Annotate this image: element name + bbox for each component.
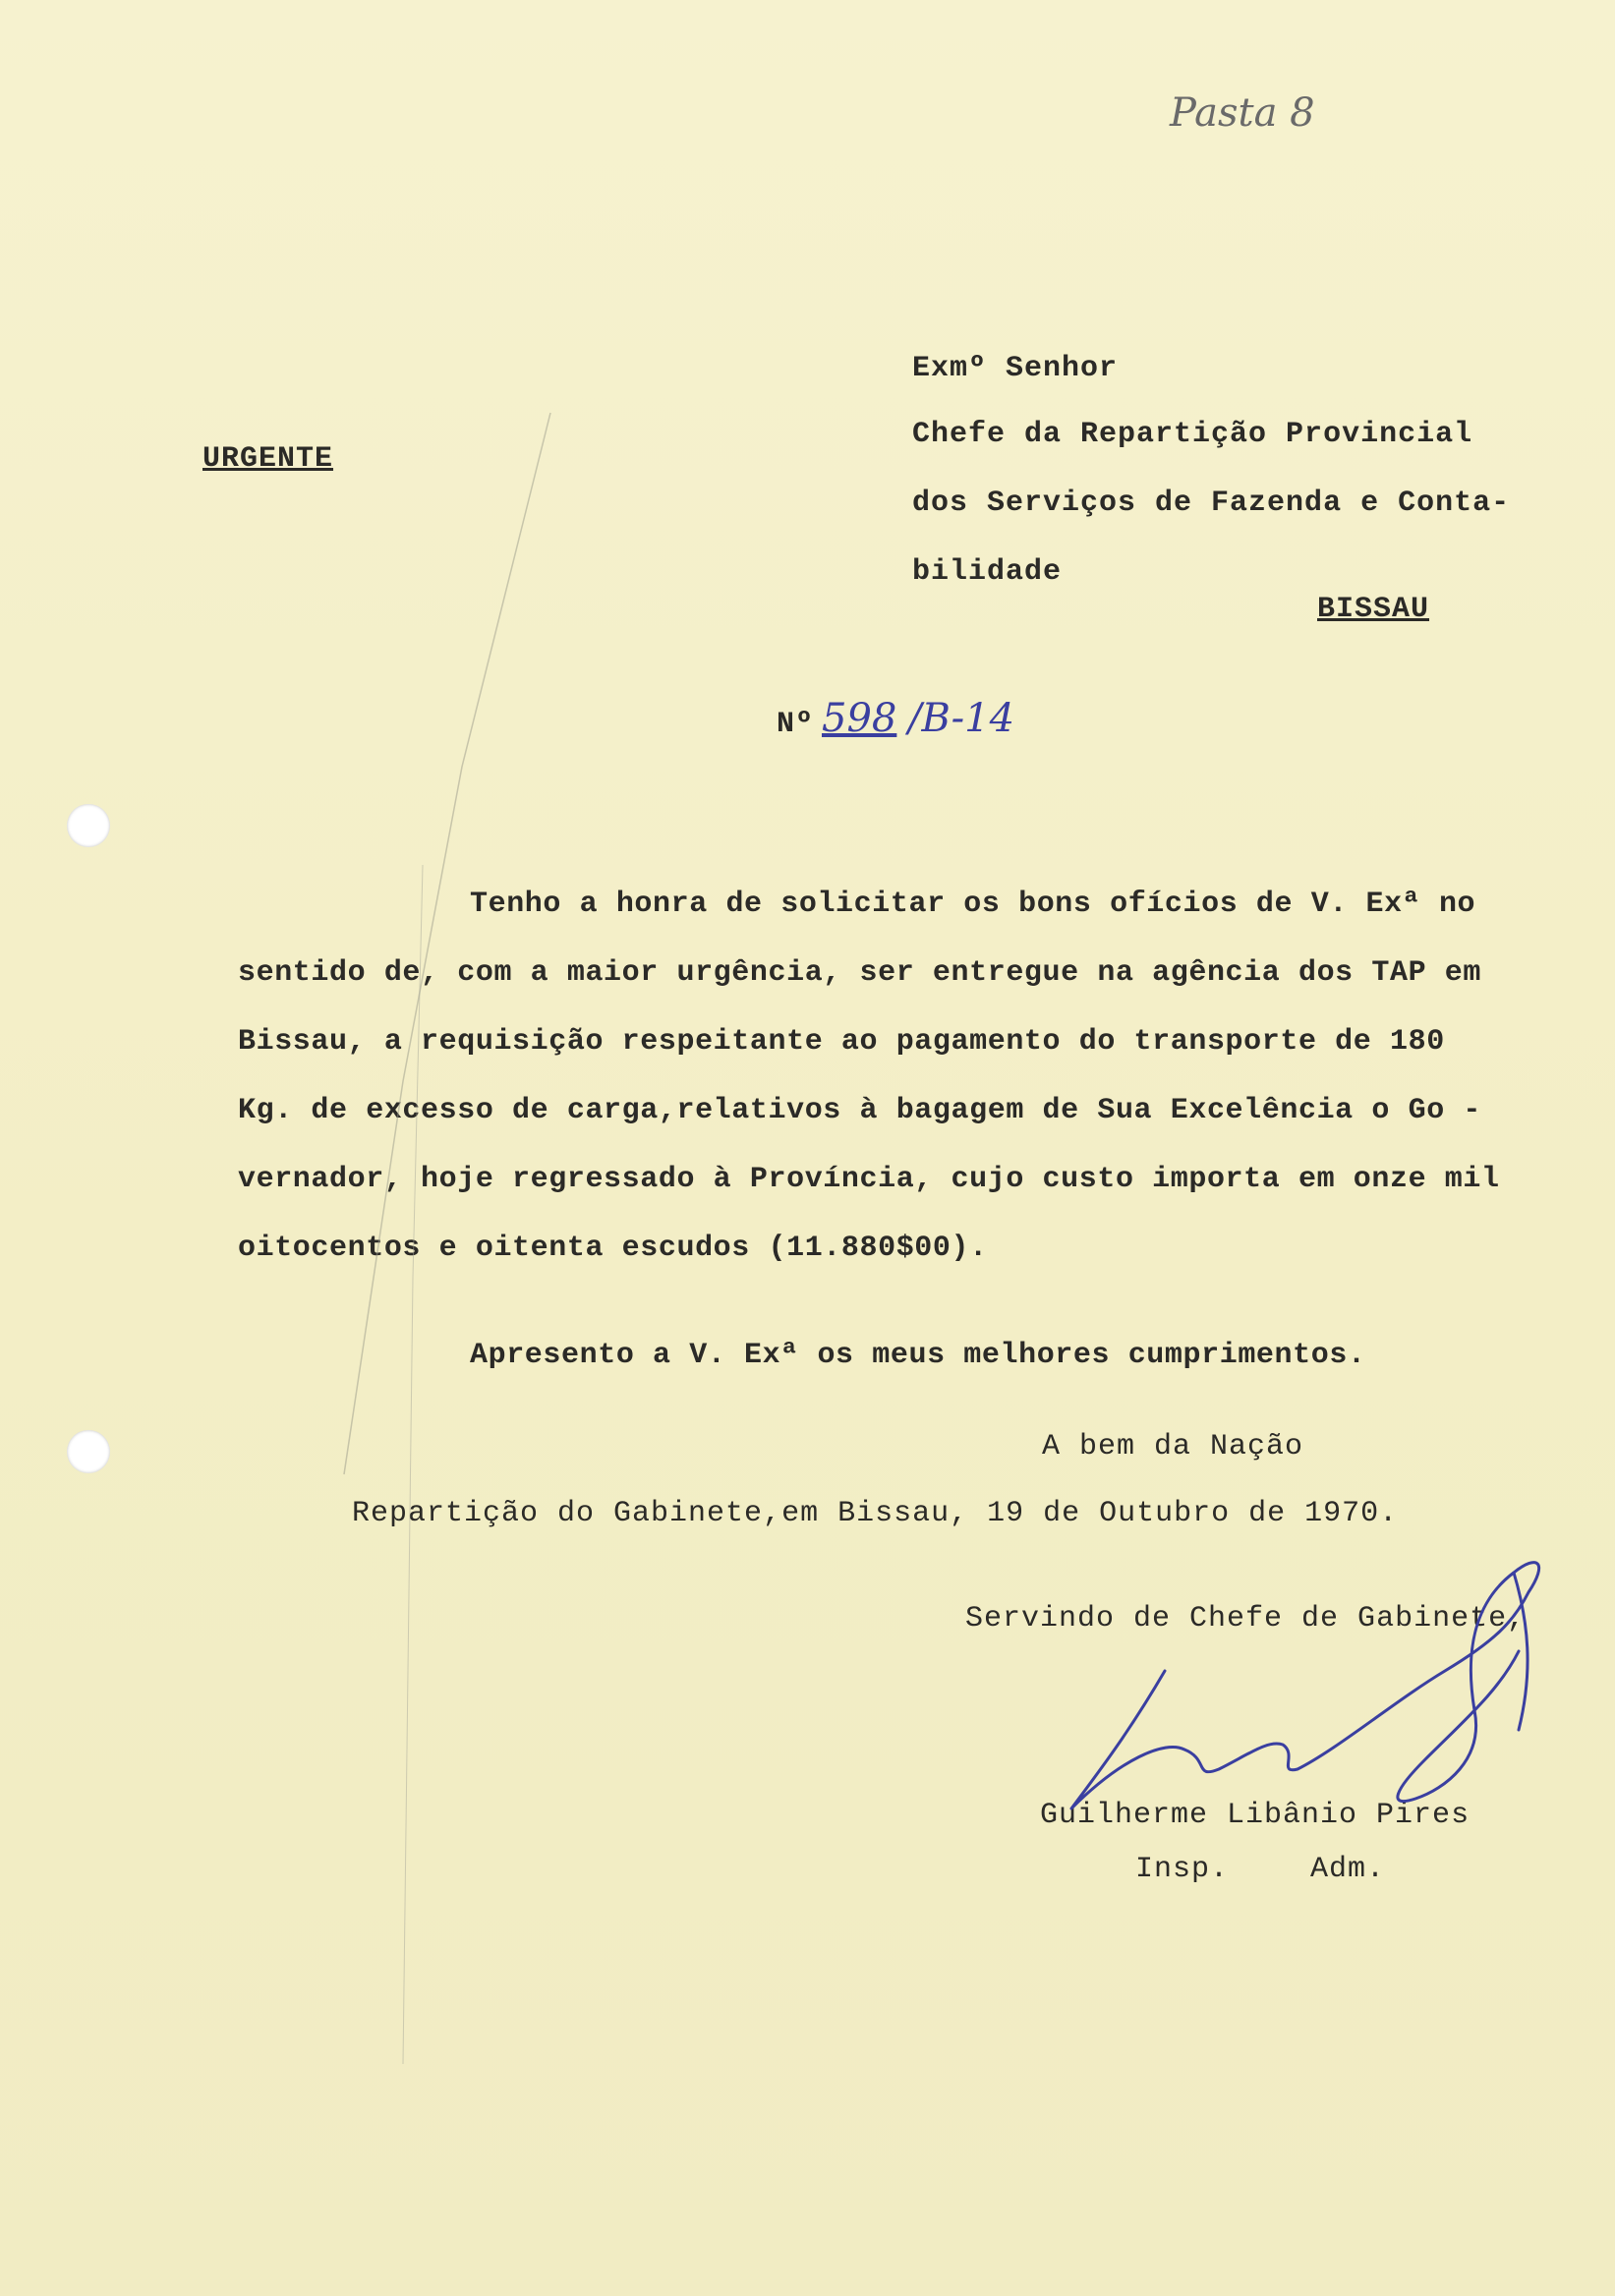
body-line: vernador, hoje regressado à Província, cujo custo importa em onze mil — [238, 1163, 1500, 1196]
signatory-title-right: Adm. — [1310, 1853, 1386, 1886]
body-line: Kg. de excesso de carga,relativos à bagagem de Sua Excelência o Go - — [238, 1094, 1481, 1127]
pencil-note: Pasta 8 — [1170, 90, 1315, 136]
greeting-line: Apresento a V. Exª os meus melhores cumprimentos. — [470, 1339, 1366, 1372]
reference-suffix: /B-14 — [908, 696, 1015, 741]
place-date: Repartição do Gabinete,em Bissau, 19 de Outubro de 1970. — [352, 1497, 1399, 1530]
body-line: Tenho a honra de solicitar os bons ofícios de V. Exª no — [470, 888, 1476, 921]
body-line: Bissau, a requisição respeitante ao pagamento do transporte de 180 — [238, 1025, 1445, 1059]
signer-role: Servindo de Chefe de Gabinete, — [965, 1602, 1527, 1636]
addressee-city: BISSAU — [1317, 593, 1430, 626]
addressee-line-2: Chefe da Repartição Provincial — [912, 418, 1473, 451]
body-line: sentido de, com a maior urgência, ser entregue na agência dos TAP em — [238, 956, 1481, 990]
salutation: A bem da Nação — [1042, 1430, 1304, 1464]
signatory-name: Guilherme Libânio Pires — [1040, 1799, 1471, 1832]
addressee-line-3: dos Serviços de Fazenda e Conta- — [912, 487, 1511, 520]
urgent-label: URGENTE — [202, 442, 334, 476]
body-line: oitocentos e oitenta escudos (11.880$00). — [238, 1232, 988, 1265]
addressee-line-1: Exmº Senhor — [912, 352, 1119, 385]
signatory-title-left: Insp. — [1135, 1853, 1230, 1886]
reference-number: 598 — [822, 696, 897, 741]
reference-prefix: Nº — [777, 708, 815, 741]
addressee-line-4: bilidade — [912, 555, 1063, 589]
